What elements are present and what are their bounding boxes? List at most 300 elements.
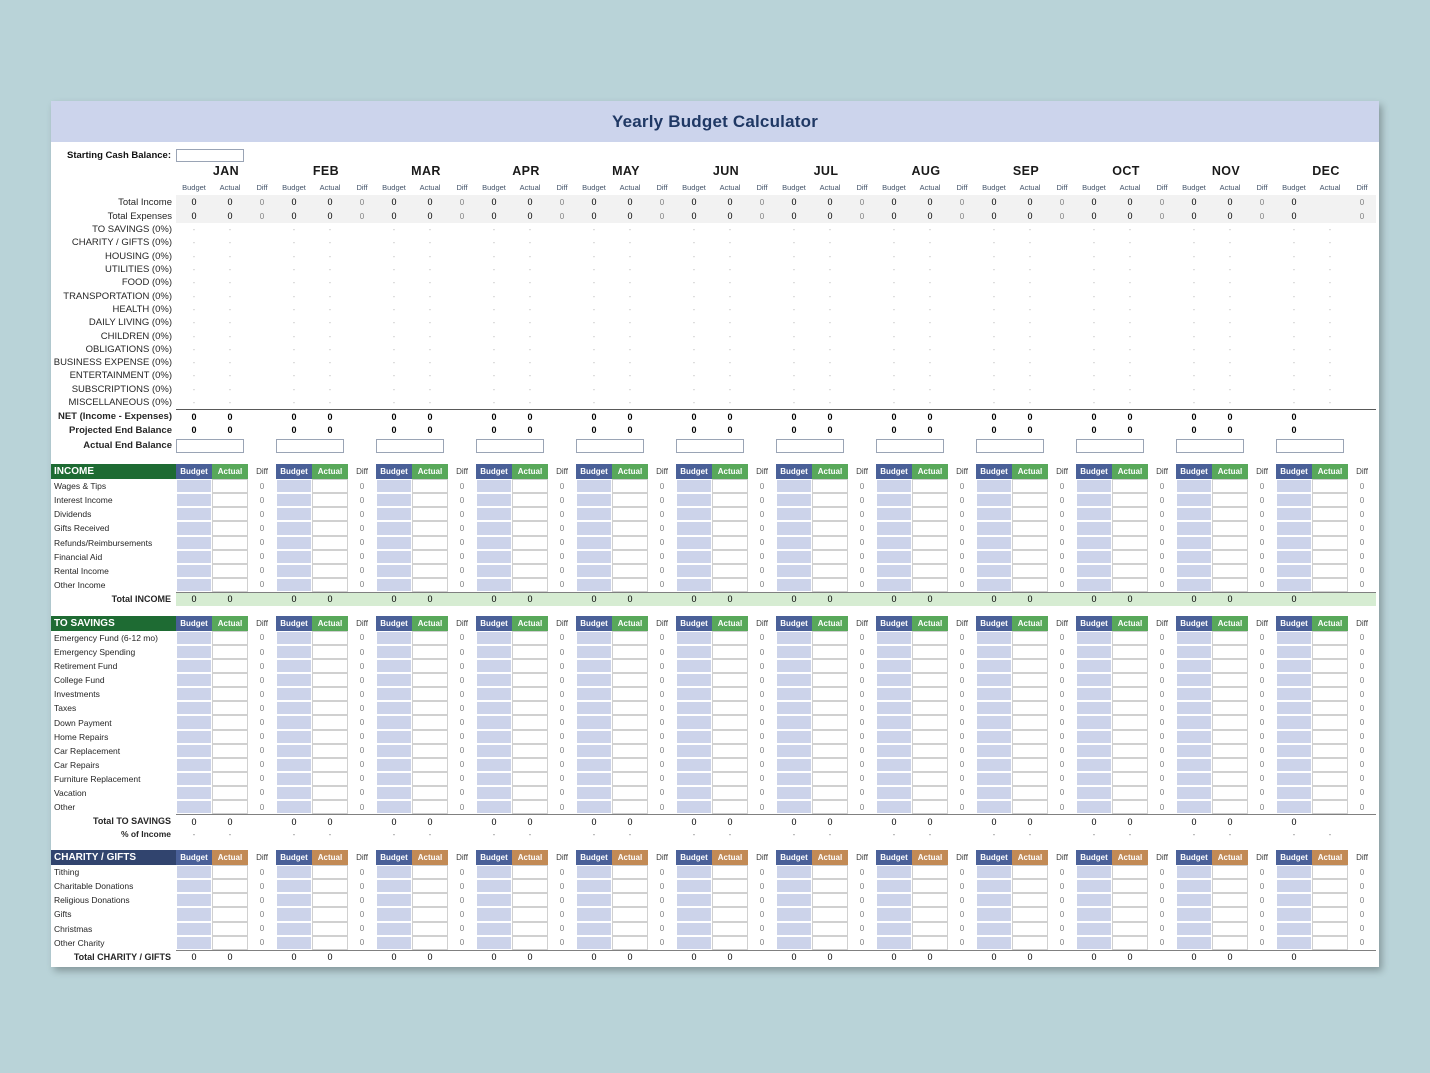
budget-input-cell[interactable] xyxy=(176,645,212,659)
actual-input-cell[interactable] xyxy=(212,687,248,701)
actual-input-cell[interactable] xyxy=(212,786,248,800)
budget-input-cell[interactable] xyxy=(1176,659,1212,673)
budget-input-cell[interactable] xyxy=(1176,521,1212,535)
budget-input-cell[interactable] xyxy=(876,521,912,535)
actual-input-cell[interactable] xyxy=(312,536,348,550)
budget-input-cell[interactable] xyxy=(676,800,712,814)
budget-input-cell[interactable] xyxy=(976,578,1012,592)
budget-input-cell[interactable] xyxy=(576,786,612,800)
actual-input-cell[interactable] xyxy=(1112,687,1148,701)
budget-input-cell[interactable] xyxy=(276,479,312,493)
budget-input-cell[interactable] xyxy=(176,507,212,521)
actual-input-cell[interactable] xyxy=(812,730,848,744)
budget-input-cell[interactable] xyxy=(376,758,412,772)
budget-input-cell[interactable] xyxy=(1076,879,1112,893)
budget-input-cell[interactable] xyxy=(476,893,512,907)
budget-input-cell[interactable] xyxy=(1276,578,1312,592)
budget-input-cell[interactable] xyxy=(476,507,512,521)
budget-input-cell[interactable] xyxy=(776,701,812,715)
actual-input-cell[interactable] xyxy=(1212,922,1248,936)
budget-input-cell[interactable] xyxy=(1176,507,1212,521)
actual-input-cell[interactable] xyxy=(1012,645,1048,659)
actual-input-cell[interactable] xyxy=(1212,701,1248,715)
actual-input-cell[interactable] xyxy=(612,645,648,659)
budget-input-cell[interactable] xyxy=(476,578,512,592)
actual-input-cell[interactable] xyxy=(1112,673,1148,687)
budget-input-cell[interactable] xyxy=(276,645,312,659)
budget-input-cell[interactable] xyxy=(976,536,1012,550)
budget-input-cell[interactable] xyxy=(1076,687,1112,701)
actual-input-cell[interactable] xyxy=(212,922,248,936)
budget-input-cell[interactable] xyxy=(1276,550,1312,564)
actual-input-cell[interactable] xyxy=(1312,673,1348,687)
actual-input-cell[interactable] xyxy=(412,744,448,758)
actual-input-cell[interactable] xyxy=(1012,772,1048,786)
actual-input-cell[interactable] xyxy=(212,673,248,687)
budget-input-cell[interactable] xyxy=(876,564,912,578)
actual-input-cell[interactable] xyxy=(512,922,548,936)
actual-input-cell[interactable] xyxy=(812,865,848,879)
actual-input-cell[interactable] xyxy=(312,936,348,950)
actual-input-cell[interactable] xyxy=(612,493,648,507)
budget-input-cell[interactable] xyxy=(776,631,812,645)
budget-input-cell[interactable] xyxy=(576,564,612,578)
budget-input-cell[interactable] xyxy=(476,631,512,645)
budget-input-cell[interactable] xyxy=(876,715,912,729)
budget-input-cell[interactable] xyxy=(476,536,512,550)
actual-input-cell[interactable] xyxy=(512,550,548,564)
actual-input-cell[interactable] xyxy=(712,758,748,772)
actual-input-cell[interactable] xyxy=(412,507,448,521)
budget-input-cell[interactable] xyxy=(576,536,612,550)
budget-input-cell[interactable] xyxy=(1076,578,1112,592)
actual-input-cell[interactable] xyxy=(1312,645,1348,659)
actual-input-cell[interactable] xyxy=(1112,479,1148,493)
budget-input-cell[interactable] xyxy=(476,550,512,564)
budget-input-cell[interactable] xyxy=(1176,893,1212,907)
actual-input-cell[interactable] xyxy=(612,578,648,592)
actual-input-cell[interactable] xyxy=(1212,493,1248,507)
actual-input-cell[interactable] xyxy=(812,564,848,578)
actual-input-cell[interactable] xyxy=(412,772,448,786)
budget-input-cell[interactable] xyxy=(576,922,612,936)
actual-input-cell[interactable] xyxy=(412,936,448,950)
budget-input-cell[interactable] xyxy=(476,865,512,879)
budget-input-cell[interactable] xyxy=(576,893,612,907)
budget-input-cell[interactable] xyxy=(876,645,912,659)
budget-input-cell[interactable] xyxy=(476,715,512,729)
actual-end-balance-input[interactable] xyxy=(876,439,944,453)
actual-input-cell[interactable] xyxy=(1212,936,1248,950)
actual-input-cell[interactable] xyxy=(412,550,448,564)
budget-input-cell[interactable] xyxy=(476,800,512,814)
budget-input-cell[interactable] xyxy=(1076,730,1112,744)
budget-input-cell[interactable] xyxy=(376,879,412,893)
budget-input-cell[interactable] xyxy=(176,578,212,592)
budget-input-cell[interactable] xyxy=(276,701,312,715)
budget-input-cell[interactable] xyxy=(1276,715,1312,729)
budget-input-cell[interactable] xyxy=(376,893,412,907)
actual-input-cell[interactable] xyxy=(1012,687,1048,701)
budget-input-cell[interactable] xyxy=(276,907,312,921)
actual-input-cell[interactable] xyxy=(1212,645,1248,659)
actual-input-cell[interactable] xyxy=(312,893,348,907)
budget-input-cell[interactable] xyxy=(1076,936,1112,950)
budget-input-cell[interactable] xyxy=(176,564,212,578)
actual-input-cell[interactable] xyxy=(1112,907,1148,921)
budget-input-cell[interactable] xyxy=(176,659,212,673)
budget-input-cell[interactable] xyxy=(276,550,312,564)
budget-input-cell[interactable] xyxy=(276,673,312,687)
actual-input-cell[interactable] xyxy=(612,673,648,687)
budget-input-cell[interactable] xyxy=(776,659,812,673)
budget-input-cell[interactable] xyxy=(476,659,512,673)
budget-input-cell[interactable] xyxy=(976,800,1012,814)
budget-input-cell[interactable] xyxy=(576,879,612,893)
actual-input-cell[interactable] xyxy=(412,645,448,659)
actual-input-cell[interactable] xyxy=(1112,772,1148,786)
actual-input-cell[interactable] xyxy=(1112,536,1148,550)
budget-input-cell[interactable] xyxy=(576,578,612,592)
budget-input-cell[interactable] xyxy=(1176,879,1212,893)
budget-input-cell[interactable] xyxy=(176,550,212,564)
actual-input-cell[interactable] xyxy=(1112,645,1148,659)
actual-input-cell[interactable] xyxy=(912,659,948,673)
budget-input-cell[interactable] xyxy=(776,936,812,950)
actual-input-cell[interactable] xyxy=(1012,786,1048,800)
budget-input-cell[interactable] xyxy=(576,772,612,786)
budget-input-cell[interactable] xyxy=(576,687,612,701)
actual-input-cell[interactable] xyxy=(712,879,748,893)
budget-input-cell[interactable] xyxy=(1176,687,1212,701)
actual-input-cell[interactable] xyxy=(1212,758,1248,772)
budget-input-cell[interactable] xyxy=(576,744,612,758)
actual-input-cell[interactable] xyxy=(912,578,948,592)
actual-input-cell[interactable] xyxy=(612,730,648,744)
budget-input-cell[interactable] xyxy=(776,479,812,493)
budget-input-cell[interactable] xyxy=(1176,493,1212,507)
actual-input-cell[interactable] xyxy=(812,758,848,772)
budget-input-cell[interactable] xyxy=(376,744,412,758)
actual-input-cell[interactable] xyxy=(412,715,448,729)
budget-input-cell[interactable] xyxy=(376,673,412,687)
actual-input-cell[interactable] xyxy=(412,631,448,645)
budget-input-cell[interactable] xyxy=(176,936,212,950)
actual-input-cell[interactable] xyxy=(1312,758,1348,772)
actual-input-cell[interactable] xyxy=(1012,800,1048,814)
budget-input-cell[interactable] xyxy=(476,758,512,772)
actual-input-cell[interactable] xyxy=(312,715,348,729)
actual-input-cell[interactable] xyxy=(812,521,848,535)
budget-input-cell[interactable] xyxy=(1176,800,1212,814)
budget-input-cell[interactable] xyxy=(976,730,1012,744)
actual-input-cell[interactable] xyxy=(712,645,748,659)
budget-input-cell[interactable] xyxy=(276,865,312,879)
budget-input-cell[interactable] xyxy=(376,493,412,507)
budget-input-cell[interactable] xyxy=(376,936,412,950)
actual-input-cell[interactable] xyxy=(312,493,348,507)
actual-input-cell[interactable] xyxy=(312,730,348,744)
actual-input-cell[interactable] xyxy=(1112,550,1148,564)
actual-input-cell[interactable] xyxy=(1112,922,1148,936)
starting-cash-balance-input[interactable] xyxy=(176,149,244,162)
budget-input-cell[interactable] xyxy=(176,687,212,701)
budget-input-cell[interactable] xyxy=(676,536,712,550)
budget-input-cell[interactable] xyxy=(1276,893,1312,907)
actual-input-cell[interactable] xyxy=(312,701,348,715)
actual-input-cell[interactable] xyxy=(612,479,648,493)
actual-input-cell[interactable] xyxy=(1312,744,1348,758)
budget-input-cell[interactable] xyxy=(376,536,412,550)
budget-input-cell[interactable] xyxy=(1076,893,1112,907)
actual-input-cell[interactable] xyxy=(1012,730,1048,744)
actual-input-cell[interactable] xyxy=(812,715,848,729)
budget-input-cell[interactable] xyxy=(1076,493,1112,507)
actual-input-cell[interactable] xyxy=(212,865,248,879)
actual-input-cell[interactable] xyxy=(712,744,748,758)
actual-input-cell[interactable] xyxy=(612,936,648,950)
budget-input-cell[interactable] xyxy=(576,907,612,921)
budget-input-cell[interactable] xyxy=(476,645,512,659)
actual-end-balance-input[interactable] xyxy=(1276,439,1344,453)
actual-input-cell[interactable] xyxy=(612,879,648,893)
budget-input-cell[interactable] xyxy=(176,907,212,921)
budget-input-cell[interactable] xyxy=(776,730,812,744)
actual-input-cell[interactable] xyxy=(712,493,748,507)
actual-input-cell[interactable] xyxy=(1312,687,1348,701)
actual-input-cell[interactable] xyxy=(1112,521,1148,535)
budget-input-cell[interactable] xyxy=(876,786,912,800)
actual-input-cell[interactable] xyxy=(512,893,548,907)
actual-input-cell[interactable] xyxy=(1312,493,1348,507)
actual-input-cell[interactable] xyxy=(512,493,548,507)
budget-input-cell[interactable] xyxy=(276,536,312,550)
budget-input-cell[interactable] xyxy=(876,936,912,950)
budget-input-cell[interactable] xyxy=(376,865,412,879)
budget-input-cell[interactable] xyxy=(976,701,1012,715)
actual-input-cell[interactable] xyxy=(312,922,348,936)
actual-input-cell[interactable] xyxy=(1212,879,1248,893)
actual-input-cell[interactable] xyxy=(1012,564,1048,578)
actual-input-cell[interactable] xyxy=(712,865,748,879)
budget-input-cell[interactable] xyxy=(976,673,1012,687)
budget-input-cell[interactable] xyxy=(276,879,312,893)
budget-input-cell[interactable] xyxy=(1276,922,1312,936)
actual-input-cell[interactable] xyxy=(212,907,248,921)
actual-input-cell[interactable] xyxy=(312,550,348,564)
budget-input-cell[interactable] xyxy=(276,772,312,786)
actual-input-cell[interactable] xyxy=(1312,907,1348,921)
actual-input-cell[interactable] xyxy=(1012,701,1048,715)
budget-input-cell[interactable] xyxy=(1076,645,1112,659)
actual-end-balance-input[interactable] xyxy=(176,439,244,453)
budget-input-cell[interactable] xyxy=(1076,536,1112,550)
actual-input-cell[interactable] xyxy=(912,744,948,758)
budget-input-cell[interactable] xyxy=(676,550,712,564)
budget-input-cell[interactable] xyxy=(476,772,512,786)
actual-input-cell[interactable] xyxy=(1212,578,1248,592)
budget-input-cell[interactable] xyxy=(876,659,912,673)
budget-input-cell[interactable] xyxy=(476,786,512,800)
budget-input-cell[interactable] xyxy=(776,673,812,687)
actual-input-cell[interactable] xyxy=(212,536,248,550)
actual-input-cell[interactable] xyxy=(212,936,248,950)
actual-input-cell[interactable] xyxy=(1312,879,1348,893)
actual-input-cell[interactable] xyxy=(512,564,548,578)
budget-input-cell[interactable] xyxy=(276,659,312,673)
actual-input-cell[interactable] xyxy=(812,687,848,701)
actual-input-cell[interactable] xyxy=(612,800,648,814)
budget-input-cell[interactable] xyxy=(776,893,812,907)
budget-input-cell[interactable] xyxy=(376,715,412,729)
actual-input-cell[interactable] xyxy=(312,578,348,592)
actual-input-cell[interactable] xyxy=(512,645,548,659)
actual-input-cell[interactable] xyxy=(212,493,248,507)
budget-input-cell[interactable] xyxy=(876,800,912,814)
actual-input-cell[interactable] xyxy=(912,893,948,907)
actual-input-cell[interactable] xyxy=(1312,922,1348,936)
budget-input-cell[interactable] xyxy=(876,907,912,921)
actual-input-cell[interactable] xyxy=(912,758,948,772)
budget-input-cell[interactable] xyxy=(276,893,312,907)
budget-input-cell[interactable] xyxy=(676,564,712,578)
budget-input-cell[interactable] xyxy=(476,922,512,936)
budget-input-cell[interactable] xyxy=(376,631,412,645)
actual-input-cell[interactable] xyxy=(912,521,948,535)
actual-input-cell[interactable] xyxy=(712,715,748,729)
actual-input-cell[interactable] xyxy=(812,673,848,687)
budget-input-cell[interactable] xyxy=(876,893,912,907)
actual-input-cell[interactable] xyxy=(612,631,648,645)
budget-input-cell[interactable] xyxy=(1276,507,1312,521)
budget-input-cell[interactable] xyxy=(1276,687,1312,701)
budget-input-cell[interactable] xyxy=(376,507,412,521)
actual-input-cell[interactable] xyxy=(812,786,848,800)
budget-input-cell[interactable] xyxy=(1076,631,1112,645)
budget-input-cell[interactable] xyxy=(1176,772,1212,786)
budget-input-cell[interactable] xyxy=(176,701,212,715)
actual-end-balance-input[interactable] xyxy=(976,439,1044,453)
budget-input-cell[interactable] xyxy=(976,687,1012,701)
actual-input-cell[interactable] xyxy=(212,631,248,645)
budget-input-cell[interactable] xyxy=(1276,521,1312,535)
actual-input-cell[interactable] xyxy=(1312,800,1348,814)
budget-input-cell[interactable] xyxy=(1276,631,1312,645)
actual-input-cell[interactable] xyxy=(512,479,548,493)
budget-input-cell[interactable] xyxy=(676,879,712,893)
actual-input-cell[interactable] xyxy=(812,659,848,673)
budget-input-cell[interactable] xyxy=(976,786,1012,800)
budget-input-cell[interactable] xyxy=(476,907,512,921)
actual-input-cell[interactable] xyxy=(412,659,448,673)
actual-input-cell[interactable] xyxy=(312,521,348,535)
actual-input-cell[interactable] xyxy=(612,758,648,772)
actual-input-cell[interactable] xyxy=(512,631,548,645)
actual-input-cell[interactable] xyxy=(812,536,848,550)
actual-input-cell[interactable] xyxy=(412,701,448,715)
actual-input-cell[interactable] xyxy=(212,659,248,673)
budget-input-cell[interactable] xyxy=(376,687,412,701)
budget-input-cell[interactable] xyxy=(1276,645,1312,659)
budget-input-cell[interactable] xyxy=(1176,744,1212,758)
actual-input-cell[interactable] xyxy=(412,730,448,744)
budget-input-cell[interactable] xyxy=(276,786,312,800)
budget-input-cell[interactable] xyxy=(876,758,912,772)
budget-input-cell[interactable] xyxy=(976,550,1012,564)
budget-input-cell[interactable] xyxy=(1176,936,1212,950)
budget-input-cell[interactable] xyxy=(476,744,512,758)
budget-input-cell[interactable] xyxy=(576,730,612,744)
actual-input-cell[interactable] xyxy=(1012,479,1048,493)
actual-input-cell[interactable] xyxy=(1312,578,1348,592)
actual-input-cell[interactable] xyxy=(1212,786,1248,800)
actual-input-cell[interactable] xyxy=(212,758,248,772)
actual-input-cell[interactable] xyxy=(712,564,748,578)
actual-input-cell[interactable] xyxy=(912,786,948,800)
budget-input-cell[interactable] xyxy=(676,687,712,701)
actual-input-cell[interactable] xyxy=(912,687,948,701)
actual-input-cell[interactable] xyxy=(212,772,248,786)
budget-input-cell[interactable] xyxy=(1276,479,1312,493)
actual-input-cell[interactable] xyxy=(712,786,748,800)
budget-input-cell[interactable] xyxy=(1176,715,1212,729)
budget-input-cell[interactable] xyxy=(976,922,1012,936)
budget-input-cell[interactable] xyxy=(176,744,212,758)
actual-input-cell[interactable] xyxy=(812,800,848,814)
actual-input-cell[interactable] xyxy=(1312,536,1348,550)
actual-input-cell[interactable] xyxy=(612,507,648,521)
actual-input-cell[interactable] xyxy=(712,701,748,715)
actual-input-cell[interactable] xyxy=(1112,786,1148,800)
budget-input-cell[interactable] xyxy=(176,493,212,507)
budget-input-cell[interactable] xyxy=(1076,479,1112,493)
actual-input-cell[interactable] xyxy=(712,800,748,814)
budget-input-cell[interactable] xyxy=(876,536,912,550)
actual-input-cell[interactable] xyxy=(312,879,348,893)
actual-input-cell[interactable] xyxy=(1012,758,1048,772)
actual-input-cell[interactable] xyxy=(512,687,548,701)
actual-input-cell[interactable] xyxy=(412,521,448,535)
actual-input-cell[interactable] xyxy=(512,800,548,814)
actual-input-cell[interactable] xyxy=(512,865,548,879)
budget-input-cell[interactable] xyxy=(276,715,312,729)
budget-input-cell[interactable] xyxy=(776,865,812,879)
actual-input-cell[interactable] xyxy=(1012,659,1048,673)
actual-input-cell[interactable] xyxy=(1312,631,1348,645)
actual-input-cell[interactable] xyxy=(1212,631,1248,645)
actual-input-cell[interactable] xyxy=(1112,879,1148,893)
budget-input-cell[interactable] xyxy=(676,578,712,592)
actual-input-cell[interactable] xyxy=(712,631,748,645)
budget-input-cell[interactable] xyxy=(1276,800,1312,814)
budget-input-cell[interactable] xyxy=(976,645,1012,659)
actual-input-cell[interactable] xyxy=(1212,521,1248,535)
actual-input-cell[interactable] xyxy=(1012,507,1048,521)
budget-input-cell[interactable] xyxy=(976,879,1012,893)
budget-input-cell[interactable] xyxy=(676,772,712,786)
budget-input-cell[interactable] xyxy=(576,800,612,814)
budget-input-cell[interactable] xyxy=(176,922,212,936)
actual-input-cell[interactable] xyxy=(1112,715,1148,729)
actual-input-cell[interactable] xyxy=(1312,715,1348,729)
budget-input-cell[interactable] xyxy=(1076,673,1112,687)
actual-input-cell[interactable] xyxy=(412,564,448,578)
budget-input-cell[interactable] xyxy=(276,936,312,950)
actual-input-cell[interactable] xyxy=(712,673,748,687)
budget-input-cell[interactable] xyxy=(376,564,412,578)
actual-input-cell[interactable] xyxy=(1112,578,1148,592)
budget-input-cell[interactable] xyxy=(376,786,412,800)
